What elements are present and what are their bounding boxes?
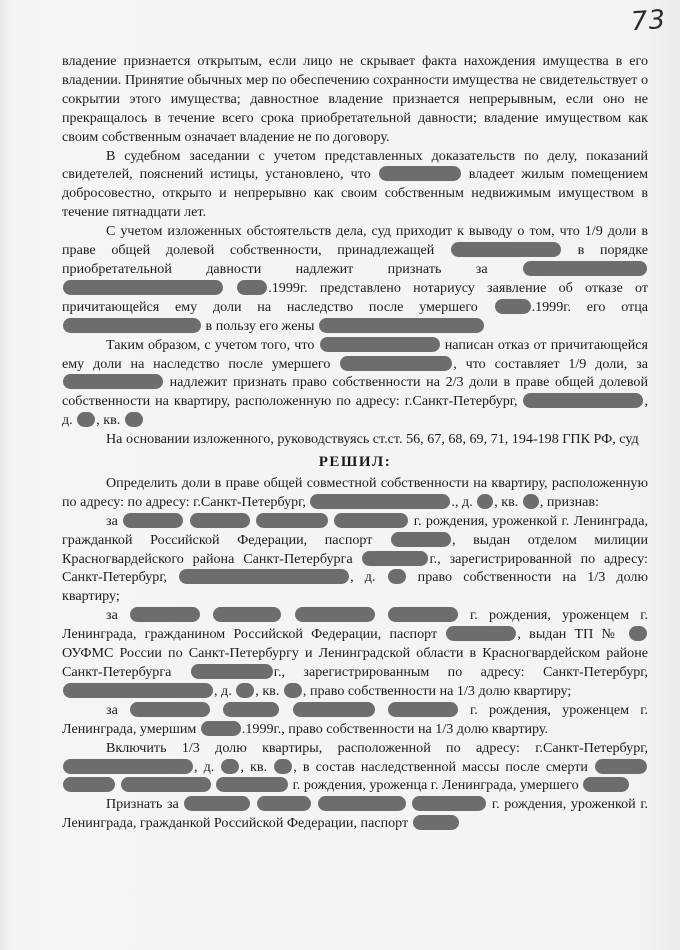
redaction-mark bbox=[274, 759, 292, 774]
redaction-mark bbox=[320, 337, 440, 352]
paragraph-court-conclusion: С учетом изложенных обстоятельств дела, суд приходит к выводу о том, что 1/9 доли в праве общей долевой собственности, принадлежащей в порядке приобретательной давности надлежит признать за .1999г. представлено нотариусу заявление об отказе от причитающейся ему доли на наследство после умершего .1999г. его отца в пользу его жены bbox=[62, 223, 649, 334]
redaction-mark bbox=[495, 299, 531, 314]
paragraph-legal-basis: На основании изложенного, руководствуясь ст.ст. 56, 67, 68, 69, 71, 194-198 ГПК РФ, суд bbox=[106, 431, 639, 448]
paragraph-include-share: Включить 1/3 долю квартиры, расположенной по адресу: г.Санкт-Петербург, , д. , кв. , в состав наследственной массы после смерти г. рождения, уроженца г. Ленинграда, умершего bbox=[62, 739, 648, 796]
redaction-mark bbox=[334, 513, 408, 528]
redaction-mark bbox=[451, 242, 561, 257]
redaction-mark bbox=[77, 412, 95, 427]
redaction-mark bbox=[340, 356, 452, 371]
redaction-mark bbox=[63, 280, 223, 295]
redaction-mark bbox=[130, 702, 210, 717]
paragraph-recognize: Признать за г. рождения, уроженкой г. Ленинграда, гражданкой Российской Федерации, паспорт bbox=[62, 796, 649, 832]
paragraph-thus: Таким образом, с учетом того, что написан отказ от причитающейся ему доли на наследство после умершего , что составляет 1/9 доли, за надлежит признать право собственности на 2/3 доли в праве общей долевой собственности на квартиру, расположенную по адресу: г.Санкт-Петербург, , д. , кв. bbox=[62, 336, 648, 429]
redaction-mark bbox=[223, 702, 279, 717]
redaction-mark bbox=[237, 280, 267, 295]
redaction-mark bbox=[125, 412, 143, 427]
redaction-mark bbox=[595, 759, 647, 774]
paragraph-person-2: за г. рождения, уроженцем г. Ленинграда, гражданином Российской Федерации, паспорт , выдан ТП № ОУФМС России по Санкт-Петербургу и Ленинградской области в Красногвардейском районе Санкт-Петербурга г., зарегистрированным по адресу: Санкт-Петербург, , д. , кв. , право собственности на 1/3 долю квартиру; bbox=[62, 607, 648, 699]
redaction-mark bbox=[388, 607, 458, 622]
redaction-mark bbox=[190, 513, 250, 528]
redaction-mark bbox=[63, 777, 115, 792]
redaction-mark bbox=[201, 721, 241, 736]
redaction-mark bbox=[63, 318, 201, 333]
redaction-mark bbox=[257, 796, 311, 811]
page-number: 73 bbox=[629, 4, 668, 38]
ruling-heading: РЕШИЛ: bbox=[318, 454, 392, 471]
redaction-mark bbox=[123, 513, 183, 528]
redaction-mark bbox=[523, 494, 539, 509]
redaction-mark bbox=[293, 702, 375, 717]
redaction-mark bbox=[446, 626, 516, 641]
redaction-mark bbox=[523, 393, 643, 408]
paragraph-determine-shares: Определить доли в праве общей совместной собственности на квартиру, расположенную по адресу: по адресу: г.Санкт-Петербург, ., д. , кв. , признав: bbox=[62, 474, 648, 510]
paragraph-person-1: за г. рождения, уроженкой г. Ленинграда, гражданкой Российской Федерации, паспорт , выдан отделом милиции Красногвардейского района Санкт-Петербурга г., зарегистрированной по адресу: Санкт-Петербург, , д. право собственности на 1/3 долю квартиру; bbox=[62, 512, 648, 605]
paragraph-court-findings: В судебном заседании с учетом представленных доказательств по делу, показаний свидетелей, пояснений истицы, установлено, что владеет жилым помещением добросовестно, открыто и непрерывно как своим собственным недвижимым имуществом в течение пятнадцати лет. bbox=[62, 147, 648, 221]
paragraph-ownership-definition: владение признается открытым, если лицо не скрывает факта нахождения имущества в его владении. Принятие обычных мер по обеспечению сохранности имущества не свидетельствует о сокрытии этого имущества; давностное владение признается непрерывным, если оно не прекращалось в течение всего срока приобретательной давности; владение имуществом как своим собственным означает владение не по договору. bbox=[62, 53, 648, 145]
redaction-mark bbox=[413, 815, 459, 830]
redaction-mark bbox=[213, 607, 281, 622]
redaction-mark bbox=[388, 702, 458, 717]
redaction-mark bbox=[284, 683, 302, 698]
redaction-mark bbox=[583, 777, 629, 792]
redaction-mark bbox=[319, 318, 484, 333]
redaction-mark bbox=[477, 494, 493, 509]
redaction-mark bbox=[221, 759, 239, 774]
redaction-mark bbox=[63, 374, 163, 389]
redaction-mark bbox=[412, 796, 486, 811]
redaction-mark bbox=[310, 494, 450, 509]
redaction-mark bbox=[318, 796, 406, 811]
redaction-mark bbox=[179, 569, 349, 584]
redaction-mark bbox=[388, 569, 406, 584]
redaction-mark bbox=[629, 626, 647, 641]
redaction-mark bbox=[523, 261, 647, 276]
redaction-mark bbox=[184, 796, 250, 811]
redaction-mark bbox=[236, 683, 254, 698]
paragraph-person-3: за г. рождения, уроженцем г. Ленинграда, умершим .1999г., право собственности на 1/3 долю квартиру. bbox=[62, 701, 648, 737]
redaction-mark bbox=[256, 513, 328, 528]
redaction-mark bbox=[295, 607, 375, 622]
redaction-mark bbox=[362, 551, 428, 566]
redaction-mark bbox=[63, 683, 213, 698]
redaction-mark bbox=[130, 607, 200, 622]
redaction-mark bbox=[191, 664, 273, 679]
document-body bbox=[62, 52, 648, 833]
redaction-mark bbox=[391, 532, 451, 547]
redaction-mark bbox=[121, 777, 211, 792]
redaction-mark bbox=[216, 777, 288, 792]
redaction-mark bbox=[63, 759, 193, 774]
redaction-mark bbox=[379, 166, 461, 181]
